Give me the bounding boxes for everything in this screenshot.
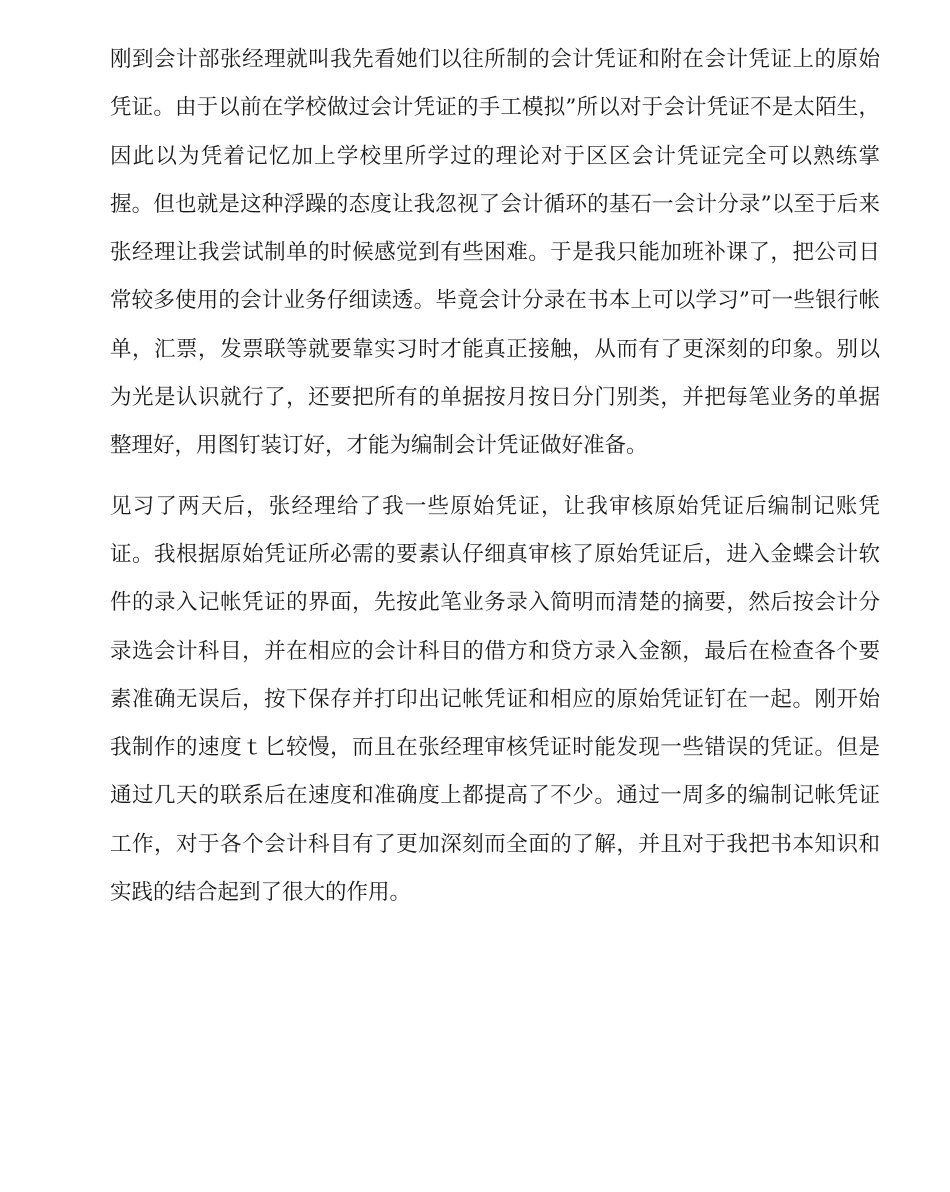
paragraph: 刚到会计部张经理就叫我先看她们以往所制的会计凭证和附在会计凭证上的原始凭证。由于以前在学校做过会计凭证的手工模拟”所以对于会计凭证不是太陌生，因此以为凭着记忆加上学校里所学过的理论对于区区会计凭证完全可以熟练掌握。但也就是这种浮躁的态度让我忽视了会计循环的基石一会计分录”以至于后来张经理让我尝试制单的时候感觉到有些困难。于是我只能加班补课了，把公司日常较多使用的会计业务仔细读透。毕竟会计分录在书本上可以学习”可一些银行帐单，汇票，发票联等就要靠实习时才能真正接触，从而有了更深刻的印象。别以为光是认识就行了，还要把所有的单据按月按日分门别类，并把每笔业务的单据整理好，用图钉装订好，才能为编制会计凭证做好准备。 <box>110 47 880 459</box>
paragraph: 见习了两天后，张经理给了我一些原始凭证，让我审核原始凭证后编制记账凭证。我根据原始凭证所必需的要素认仔细真审核了原始凭证后，进入金蝶会计软件的录入记帐凭证的界面，先按此笔业务录入简明而清楚的摘要，然后按会计分录选会计科目，并在相应的会计科目的借方和贷方录入金额，最后在检查各个要素准确无误后，按下保存并打印出记帐凭证和相应的原始凭证钉在一起。刚开始我制作的速度ｔ匕较慢，而且在张经理审核凭证时能发现一些错误的凭证。但是通过几天的联系后在速度和准确度上都提高了不少。通过一周多的编制记帐凭证工作，对于各个会计科目有了更加深刻而全面的了解，并且对于我把书本知识和实践的结合起到了很大的作用。 <box>110 493 880 906</box>
document-page <box>110 36 880 917</box>
